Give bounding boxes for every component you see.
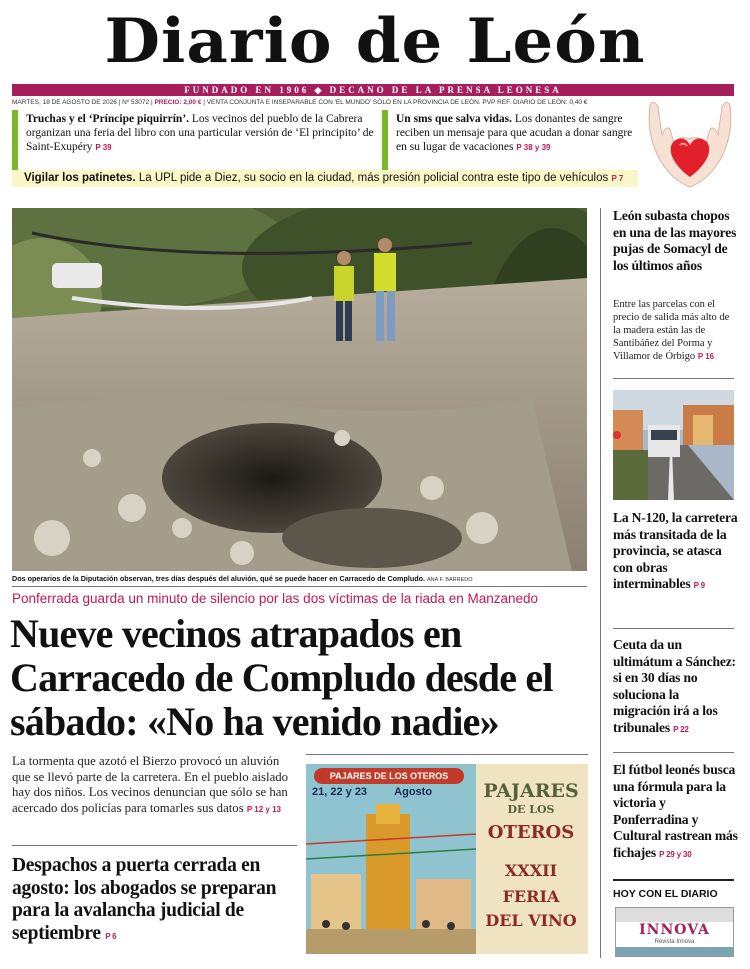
column-divider [600, 208, 601, 958]
divider [613, 879, 734, 881]
ad-month: Agosto [394, 786, 433, 798]
sidebar-headline-text: La N-120, la carretera más transitada de la provincia, se atasca con obras interminables [613, 510, 738, 591]
divider [12, 845, 297, 846]
main-kicker[interactable]: Ponferrada guarda un minuto de silencio por las dos víctimas de la riada en Manzanedo [12, 591, 539, 606]
ad-illustration [306, 804, 476, 954]
photo-caption [12, 573, 587, 584]
page-ref: P 39 [95, 143, 112, 152]
vigilar-title: Vigilar los patinetes. [24, 172, 136, 184]
page-ref: P 22 [673, 724, 689, 734]
heart-hands-icon [640, 95, 740, 193]
ad-top-banner: PAJARES DE LOS OTEROS [314, 768, 464, 784]
main-photo [12, 208, 587, 571]
newspaper-title: Diario de León [104, 5, 646, 78]
page-ref: P 9 [693, 581, 705, 590]
photo-credit: ANA F. BARREDO [427, 577, 473, 583]
page-ref: P 7 [611, 174, 624, 183]
page-ref: P 16 [697, 352, 715, 361]
divider [306, 754, 588, 755]
divider [613, 378, 734, 379]
sidebar-story-subasta[interactable]: León subasta chopos en una de las mayores pujas de Somacyl de los últimos años [613, 208, 737, 273]
teaser-sms[interactable] [382, 110, 642, 170]
ad-line4: XXXII FERIA [502, 861, 560, 906]
sidebar-headline-text: Ceuta da un ultimátum a Sánchez: si en 30 días no soluciona la migración irá a los tribunales [613, 637, 736, 735]
secondary-headline-text: Despachos a puerta cerrada en agosto: los abogados se preparan para la avalancha judicial de septiembre [12, 855, 277, 944]
secondary-headline[interactable] [12, 855, 297, 948]
page-ref: P 6 [105, 931, 117, 941]
teaser-text: Los vecinos del pueblo de la Cabrera organizan una feria del libro con una particular versión de ‘El principito’ de Saint-Exupéry [26, 113, 374, 153]
masthead-tagline: FUNDADO EN 1906 ◆ DECANO DE LA PRENSA LEONESA [12, 84, 734, 96]
main-lead [12, 754, 290, 817]
sidebar-headline-text: El fútbol leonés busca una fórmula para la victoria y Ponferradina y Cultural rastrean más fichajes [613, 762, 738, 860]
dateline-price: PRECIO: 2,00 € [154, 99, 204, 106]
ad-text-block [478, 780, 584, 932]
ad-line3: OTEROS [487, 822, 575, 843]
sidebar-story-ceuta[interactable] [613, 637, 738, 738]
hoy-con-el-diario: HOY CON EL DIARIO [613, 888, 718, 900]
n120-photo [613, 390, 734, 500]
innova-logo: INNOVA [639, 922, 710, 938]
sidebar-story-body [613, 298, 738, 363]
page-ref: P 12 y 13 [246, 804, 281, 814]
teaser-truchas[interactable] [12, 110, 380, 170]
divider [613, 752, 734, 753]
innova-bottom [616, 947, 733, 956]
innova-sub: Revista Innova [654, 939, 695, 945]
ad-line1: PAJARES [483, 780, 579, 802]
ad-line5: DEL VINO [485, 911, 577, 930]
teaser-title: Truchas y el ‘Príncipe piquirrín’. [26, 113, 190, 125]
dateline [12, 97, 734, 108]
main-headline[interactable]: Nueve vecinos atrapados en Carracedo de Compludo desde el sábado: «No ha venido nadie» [10, 611, 553, 744]
vigilar-teaser[interactable] [12, 170, 638, 187]
sidebar-body-text: Entre las parcelas con el precio de salida más alto de la madera están las de Santibáñez del Porma y Villamor de Órbigo [613, 299, 730, 362]
page-ref: P 29 y 30 [659, 849, 692, 859]
innova-supplement[interactable] [615, 907, 734, 957]
wine-fair-ad[interactable] [306, 764, 588, 954]
masthead [0, 0, 750, 84]
vigilar-text: La UPL pide a Diez, su socio en la ciudad, más presión policial contra este tipo de vehículos [135, 172, 609, 184]
lead-text: La tormenta que azotó el Bierzo provocó un aluvión que se llevó parte de la carretera. En el pueblo aislado hay dos niños. Los vecinos denuncian que sólo se han acercado dos policías para tomarles sus datos [12, 754, 289, 815]
dateline-rest: | VENTA CONJUNTA E INSEPARABLE CON 'EL MUNDO' SÓLO EN LA PROVINCIA DE LEÓN. PVP REF. DIARIO DE LEÓN: 0,40 € [203, 99, 588, 106]
innova-topband [616, 908, 733, 922]
divider [613, 628, 734, 629]
sidebar-story-n120[interactable] [613, 510, 738, 595]
sidebar-story-futbol[interactable] [613, 762, 738, 863]
page-ref: P 38 y 39 [516, 143, 551, 152]
dateline-date: MARTES, 18 DE AGOSTO DE 2026 | Nº 53072 | [12, 99, 155, 106]
caption-text: Dos operarios de la Diputación observan, tres días después del aluvión, qué se puede hacer en Carracedo de Compludo. [12, 574, 425, 583]
teaser-text: Los donantes de sangre reciben un mensaje para que acudan a donar sangre en su lugar de vacaciones [396, 113, 633, 153]
divider [12, 586, 587, 587]
ad-dates: 21, 22 y 23 [312, 786, 368, 798]
teaser-title: Un sms que salva vidas. [396, 113, 512, 125]
ad-line2: DE LOS [507, 803, 555, 816]
ad-dates-row [312, 786, 472, 804]
